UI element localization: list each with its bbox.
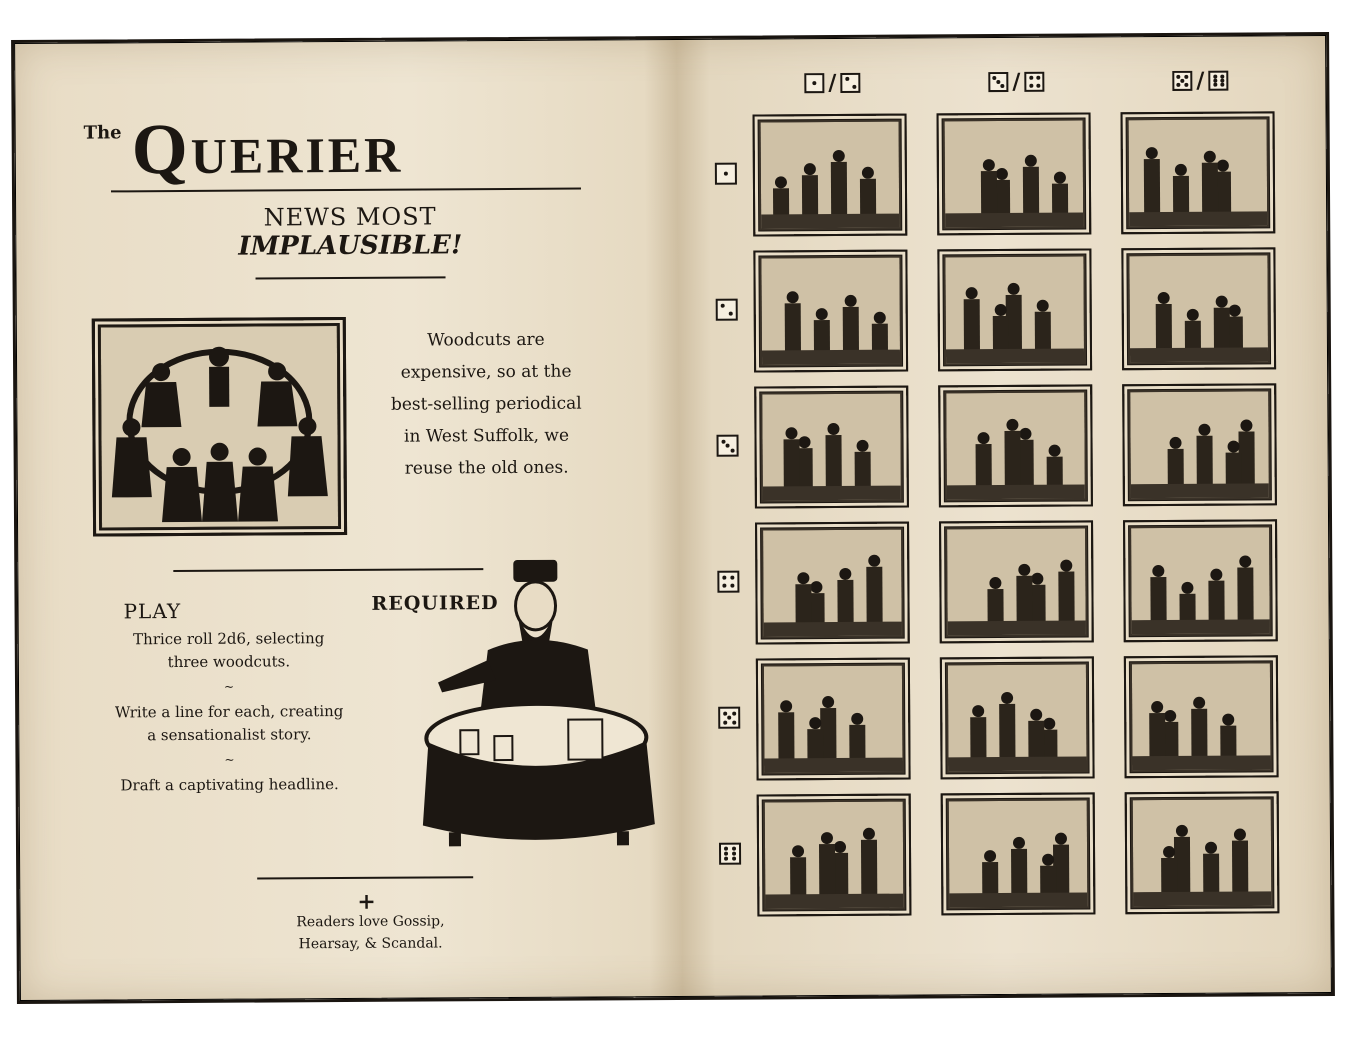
step-3: Draft a captivating headline. bbox=[120, 775, 339, 795]
woodcut-r2-c3-image[interactable] bbox=[1121, 247, 1276, 370]
footer-text: Readers love Gossip, Hearsay, & Scandal. bbox=[296, 913, 445, 953]
die-3-icon bbox=[988, 72, 1008, 92]
slash-separator: / bbox=[1012, 68, 1021, 95]
column-header-3 bbox=[1172, 68, 1228, 94]
woodcut-r5-c2-image[interactable] bbox=[940, 656, 1095, 779]
woodcut-r4-c2-image[interactable] bbox=[939, 520, 1094, 643]
woodcut-r5-c3-image[interactable] bbox=[1124, 655, 1279, 778]
woodcut-r6-c3-image[interactable] bbox=[1125, 791, 1280, 914]
die-5-icon bbox=[718, 707, 740, 729]
woodcut-r4-c1-image[interactable] bbox=[755, 522, 910, 645]
play-heading: PLAY bbox=[123, 599, 182, 624]
subtitle-line1: NEWS MOST bbox=[263, 202, 437, 232]
woodcut-r2-c1-image[interactable] bbox=[753, 250, 908, 373]
footer-cross-icon: + bbox=[357, 888, 376, 915]
scholar-at-table-image bbox=[417, 559, 659, 850]
column-header-2 bbox=[988, 69, 1044, 95]
die-1-icon bbox=[804, 73, 824, 93]
woodcut-r2-c2-image[interactable] bbox=[937, 248, 1092, 371]
subtitle-line2: IMPLAUSIBLE! bbox=[238, 230, 463, 262]
step-2: Write a line for each, creating a sensationalist story. bbox=[114, 702, 344, 745]
woodcut-r1-c2-image[interactable] bbox=[937, 112, 1092, 235]
column-header-1 bbox=[804, 70, 860, 96]
slash-separator: / bbox=[1196, 67, 1205, 94]
step-separator: ~ bbox=[223, 679, 235, 694]
woodcut-r4-c3-image[interactable] bbox=[1123, 519, 1278, 642]
woodcut-r3-c1-image[interactable] bbox=[754, 386, 909, 509]
die-4-icon bbox=[1024, 72, 1044, 92]
title-prefix: The bbox=[83, 122, 122, 144]
woodcut-r1-c3-image[interactable] bbox=[1121, 111, 1276, 234]
step-1: Thrice roll 2d6, selecting three woodcuts. bbox=[133, 629, 325, 672]
play-instructions bbox=[114, 627, 345, 797]
woodcut-witches-circle-image bbox=[92, 317, 347, 537]
die-2-icon bbox=[716, 299, 738, 321]
page-title: Querier bbox=[131, 107, 404, 190]
woodcut-r3-c2-image[interactable] bbox=[938, 384, 1093, 507]
subtitle-rule bbox=[256, 276, 446, 279]
open-book bbox=[11, 32, 1335, 1004]
die-6-icon bbox=[719, 843, 741, 865]
die-1-icon bbox=[715, 163, 737, 185]
die-5-icon bbox=[1172, 71, 1192, 91]
woodcut-r6-c1-image[interactable] bbox=[757, 794, 912, 917]
woodcut-r3-c3-image[interactable] bbox=[1122, 383, 1277, 506]
left-page bbox=[14, 39, 680, 1001]
woodcut-blurb: Woodcuts are expensive, so at the best-selling periodical in West Suffolk, we reuse the old ones. bbox=[390, 329, 582, 479]
woodcut-r1-c1-image[interactable] bbox=[753, 114, 908, 237]
woodcut-r5-c1-image[interactable] bbox=[756, 658, 911, 781]
die-4-icon bbox=[717, 571, 739, 593]
step-separator: ~ bbox=[224, 752, 235, 767]
woodcut-table bbox=[674, 35, 1326, 97]
right-page bbox=[674, 35, 1332, 997]
slash-separator: / bbox=[828, 69, 837, 97]
die-3-icon bbox=[716, 435, 738, 457]
required-heading: REQUIRED bbox=[371, 592, 499, 615]
die-2-icon bbox=[840, 73, 860, 93]
woodcut-r6-c2-image[interactable] bbox=[941, 792, 1096, 915]
footer-rule bbox=[257, 876, 473, 879]
die-6-icon bbox=[1208, 71, 1228, 91]
